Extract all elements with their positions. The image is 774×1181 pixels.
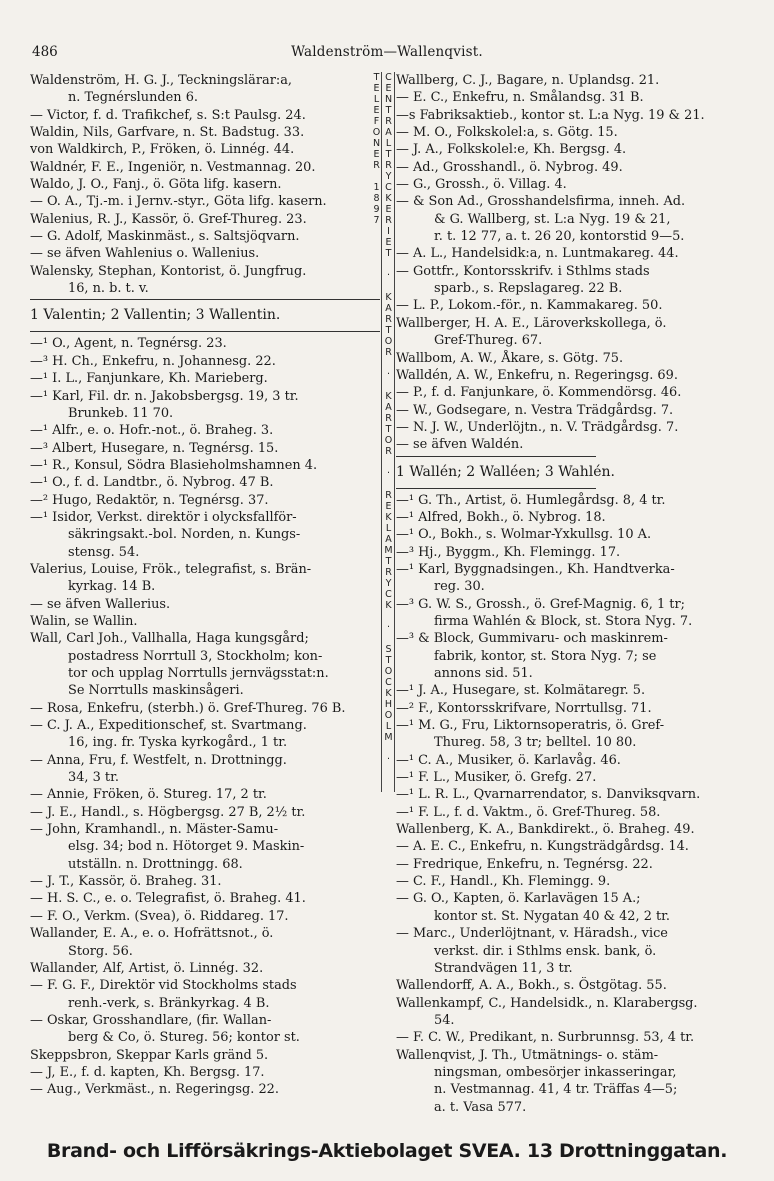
directory-entry-line: annons sid. 51. xyxy=(434,666,533,681)
directory-entry-line: —¹ Isidor, Verkst. direktör i olycksfallför- xyxy=(30,509,297,525)
directory-entry-line: verkst. dir. i Sthlms ensk. bank, ö. xyxy=(434,943,657,959)
directory-entry-line: —¹ M. G., Fru, Liktornsoperatris, ö. Gref- xyxy=(396,718,665,734)
directory-entry-line: — L. P., Lokom.-för., n. Kammakareg. 50. xyxy=(396,298,663,314)
directory-entry-line: reg. 30. xyxy=(434,579,485,595)
directory-entry-line: — Fredrique, Enkefru, n. Tegnérsg. 22. xyxy=(396,856,653,872)
directory-entry-line: —² F., Kontorsskrifvare, Norrtullsg. 71. xyxy=(396,700,652,716)
directory-entry-line: fabrik, kontor, st. Stora Nyg. 7; se xyxy=(434,648,657,664)
directory-entry-line: —¹ O., Bokh., s. Wolmar-Yxkullsg. 10 A. xyxy=(396,527,652,543)
directory-entry-line: Walensky, Stephan, Kontorist, ö. Jungfrug. xyxy=(30,263,307,279)
directory-entry-line: — H. S. C., e. o. Telegrafist, ö. Braheg. 41. xyxy=(30,891,306,907)
directory-entry-line: Waldnér, F. E., Ingeniör, n. Vestmannag. 20. xyxy=(30,159,316,175)
directory-entry-line: Valerius, Louise, Frök., telegrafist, s. Brän- xyxy=(30,561,312,577)
directory-entry-line: Wallander, Alf, Artist, ö. Linnég. 32. xyxy=(30,960,264,976)
directory-entry-line: — F. C. W., Predikant, n. Surbrunnsg. 53, 4 tr. xyxy=(396,1030,695,1046)
directory-entry-line: Wallenberg, K. A., Bankdirekt., ö. Braheg. 49. xyxy=(396,822,695,838)
directory-entry-line: — J, E., f. d. kapten, Kh. Bergsg. 17. xyxy=(30,1064,265,1080)
vertical-advert-band xyxy=(371,72,395,792)
directory-entry-line: Gref-Thureg. 67. xyxy=(434,333,543,349)
directory-entry-line: —¹ Alfr., e. o. Hofr.-not., ö. Braheg. 3. xyxy=(30,423,274,439)
directory-entry-line: — se äfven Wahlenius o. Wallenius. xyxy=(30,246,260,262)
directory-entry-line: — G. O., Kapten, ö. Karlavägen 15 A.; xyxy=(396,891,641,907)
directory-entry-line: — J. T., Kassör, ö. Braheg. 31. xyxy=(30,874,222,890)
directory-entry-line: Walenius, R. J., Kassör, ö. Gref-Thureg. 23. xyxy=(30,211,307,227)
page-title: Waldenström—Wallenqvist. xyxy=(291,44,483,60)
directory-entry-line: Waldenström, H. G. J., Teckningslärar:a, xyxy=(30,73,292,88)
directory-entry-line: 16, n. b. t. v. xyxy=(68,281,149,297)
directory-entry-line: Waldin, Nils, Garfvare, n. St. Badstug. 33. xyxy=(30,125,305,141)
directory-entry-line: — A. E. C., Enkefru, n. Kungsträdgårdsg. 14. xyxy=(396,839,689,855)
directory-entry-line: Storg. 56. xyxy=(68,943,133,959)
directory-entry-line: firma Wahlén & Block, st. Stora Nyg. 7. xyxy=(434,613,693,629)
page-header xyxy=(30,44,744,66)
directory-entry-line: —s Fabriksaktieb., kontor st. L:a Nyg. 19 & 21. xyxy=(396,107,705,123)
directory-entry-line: — E. C., Enkefru, n. Smålandsg. 31 B. xyxy=(396,90,644,106)
directory-entry-line: ningsman, ombesörjer inkasseringar, xyxy=(434,1064,677,1080)
directory-entry-line: 34, 3 tr. xyxy=(68,770,119,786)
directory-entry-line: — G., Grossh., ö. Villag. 4. xyxy=(396,177,567,193)
directory-entry-line: — John, Kramhandl., n. Mäster-Samu- xyxy=(30,822,279,838)
directory-entry-line: — F. G. F., Direktör vid Stockholms stads xyxy=(30,978,297,994)
left-column xyxy=(30,72,380,1099)
directory-entry-line: 16, ing. fr. Tyska kyrkogård., 1 tr. xyxy=(68,735,288,751)
directory-entry-line: Wallenqvist, J. Th., Utmätnings- o. stäm- xyxy=(396,1047,659,1063)
directory-entry-line: n. Vestmannag. 41, 4 tr. Träffas 4—5; xyxy=(434,1082,678,1098)
directory-entry-line: — Marc., Underlöjtnant, v. Häradsh., vice xyxy=(396,926,668,942)
directory-entry-line: —¹ I. L., Fanjunkare, Kh. Marieberg. xyxy=(30,371,268,387)
directory-entry-line: —³ & Block, Gummivaru- och maskinrem- xyxy=(396,631,668,647)
directory-entry-line: — Ad., Grosshandl., ö. Nybrog. 49. xyxy=(396,159,623,175)
section-rule xyxy=(396,456,596,457)
section-rule xyxy=(30,299,380,300)
footer-advertisement: Brand- och Lifförsäkrings-Aktiebolaget SVEA. 13 Drottninggatan. xyxy=(46,1140,728,1162)
section-rule xyxy=(30,331,380,332)
directory-entry-line: r. t. 12 77, a. t. 26 20, kontorstid 9—5. xyxy=(434,229,685,245)
page-number: 486 xyxy=(32,44,58,60)
directory-entry-line: Wallendorff, A. A., Bokh., s. Östgötag. 55. xyxy=(396,978,667,994)
directory-entry-line: — C. F., Handl., Kh. Flemingg. 9. xyxy=(396,874,611,890)
directory-entry-line: —¹ G. Th., Artist, ö. Humlegårdsg. 8, 4 tr. xyxy=(396,492,666,508)
directory-entry-line: — Annie, Fröken, ö. Stureg. 17, 2 tr. xyxy=(30,787,267,803)
directory-entry-line: Wallbom, A. W., Åkare, s. Götg. 75. xyxy=(396,350,624,366)
section-rule xyxy=(396,488,596,489)
directory-entry-line: utställn. n. Drottningg. 68. xyxy=(68,856,243,872)
directory-entry-line: kyrkag. 14 B. xyxy=(68,579,156,595)
directory-entry-line: Thureg. 58, 3 tr; belltel. 10 80. xyxy=(434,735,637,751)
directory-entry-line: Brunkeb. 11 70. xyxy=(68,405,174,421)
directory-entry-line: — O. A., Tj.-m. i Jernv.-styr., Göta lifg. kasern. xyxy=(30,194,327,210)
directory-entry-line: säkringsakt.-bol. Norden, n. Kungs- xyxy=(68,527,301,543)
directory-entry-line: Waldo, J. O., Fanj., ö. Göta lifg. kasern. xyxy=(30,177,282,193)
directory-entry-line: — se äfven Waldén. xyxy=(396,437,524,453)
directory-entry-line: — J. A., Folkskolel:e, Kh. Bergsg. 4. xyxy=(396,142,627,158)
directory-entry-line: Se Norrtulls maskinsågeri. xyxy=(68,683,244,699)
directory-entry-line: —¹ F. L., f. d. Vaktm., ö. Gref-Thureg. 58. xyxy=(396,804,661,820)
directory-entry-line: — J. E., Handl., s. Högbergsg. 27 B, 2½ tr. xyxy=(30,804,306,820)
directory-entry-line: —¹ O., Agent, n. Tegnérsg. 23. xyxy=(30,336,227,352)
directory-entry-line: renh.-verk, s. Bränkyrkag. 4 B. xyxy=(68,995,270,1011)
vertical-advert-text: CENTRALTRYCKERIET · KARTOR · KARTOR · REKLAMTRYCK · STOCKHOLM · TELEFONER 1897 xyxy=(371,72,394,765)
directory-entry-line: & G. Wallberg, st. L:a Nyg. 19 & 21, xyxy=(434,211,671,227)
directory-entry-line: — W., Godsegare, n. Vestra Trädgårdsg. 7. xyxy=(396,402,674,418)
directory-entry-line: von Waldkirch, P., Fröken, ö. Linnég. 44. xyxy=(30,142,295,158)
right-column xyxy=(396,72,752,1116)
directory-entry-line: a. t. Vasa 577. xyxy=(434,1099,527,1115)
directory-entry-line: —¹ Karl, Fil. dr. n. Jakobsbergsg. 19, 3 tr. xyxy=(30,388,299,404)
directory-entry-line: Wallberg, C. J., Bagare, n. Uplandsg. 21. xyxy=(396,73,660,88)
directory-entry-line: kontor st. St. Nygatan 40 & 42, 2 tr. xyxy=(434,908,671,924)
directory-entry-line: berg & Co, ö. Stureg. 56; kontor st. xyxy=(68,1030,300,1046)
directory-entry-line: — M. O., Folkskolel:a, s. Götg. 15. xyxy=(396,125,618,141)
directory-entry-line: Strandvägen 11, 3 tr. xyxy=(434,960,573,976)
directory-entry-line: —³ H. Ch., Enkefru, n. Johannesg. 22. xyxy=(30,353,276,369)
directory-entry-line: — Victor, f. d. Trafikchef, s. S:t Paulsg. 24. xyxy=(30,107,306,123)
directory-entry-line: —¹ C. A., Musiker, ö. Karlavåg. 46. xyxy=(396,752,621,768)
directory-entry-line: sparb., s. Repslagareg. 22 B. xyxy=(434,281,623,297)
directory-entry-line: — F. O., Verkm. (Svea), ö. Riddareg. 17. xyxy=(30,908,289,924)
directory-entry-line: —¹ J. A., Husegare, st. Kolmätaregr. 5. xyxy=(396,683,646,699)
directory-entry-line: — & Son Ad., Grosshandelsfirma, inneh. Ad. xyxy=(396,194,686,210)
directory-entry-line: —³ G. W. S., Grossh., ö. Gref-Magnig. 6, 1 tr; xyxy=(396,596,685,612)
directory-entry-line: — Oskar, Grosshandlare, (fir. Wallan- xyxy=(30,1012,272,1028)
directory-entry-line: —³ Hj., Byggm., Kh. Flemingg. 17. xyxy=(396,544,621,560)
directory-entry-line: — Aug., Verkmäst., n. Regeringsg. 22. xyxy=(30,1082,279,1098)
directory-entry-line: tor och upplag Norrtulls jernvägsstat:n. xyxy=(68,666,329,681)
directory-entry-line: —³ Albert, Husegare, n. Tegnérsg. 15. xyxy=(30,440,279,456)
directory-entry-line: Wallander, E. A., e. o. Hofrättsnot., ö. xyxy=(30,926,274,942)
directory-entry-line: Walldén, A. W., Enkefru, n. Regeringsg. 69. xyxy=(396,367,678,383)
directory-entry-line: Wallenkampf, C., Handelsidk., n. Klarabergsg. xyxy=(396,995,698,1011)
directory-entry-line: —¹ O., f. d. Landtbr., ö. Nybrog. 47 B. xyxy=(30,475,274,491)
directory-entry-line: — Anna, Fru, f. Westfelt, n. Drottningg. xyxy=(30,752,287,768)
directory-entry-line: —¹ Alfred, Bokh., ö. Nybrog. 18. xyxy=(396,509,606,525)
directory-entry-line: elsg. 34; bod n. Hötorget 9. Maskin- xyxy=(68,839,305,855)
directory-entry-line: —² Hugo, Redaktör, n. Tegnérsg. 37. xyxy=(30,492,269,508)
directory-entry-line: postadress Norrtull 3, Stockholm; kon- xyxy=(68,648,323,664)
directory-entry-line: —¹ F. L., Musiker, ö. Grefg. 27. xyxy=(396,770,597,786)
directory-entry-line: —¹ Karl, Byggnadsingen., Kh. Handtverka- xyxy=(396,561,675,577)
directory-entry-line: 54. xyxy=(434,1012,455,1028)
directory-entry-line: n. Tegnérslunden 6. xyxy=(68,90,198,106)
directory-entry-line: — Gottfr., Kontorsskrifv. i Sthlms stads xyxy=(396,263,650,279)
directory-entry-line: —¹ R., Konsul, Södra Blasieholmshamnen 4. xyxy=(30,457,318,473)
section-header: 1 Wallén; 2 Walléen; 3 Wahlén. xyxy=(396,463,616,480)
directory-entry-line: — P., f. d. Fanjunkare, ö. Kommendörsg. 46. xyxy=(396,385,682,401)
directory-entry-line: — N. J. W., Underlöjtn., n. V. Trädgårdsg. 7. xyxy=(396,419,679,435)
directory-entry-line: —¹ L. R. L., Qvarnarrendator, s. Danviksqvarn. xyxy=(396,787,701,803)
section-header: 1 Valentin; 2 Vallentin; 3 Wallentin. xyxy=(30,307,281,324)
directory-entry-line: — se äfven Wallerius. xyxy=(30,596,171,612)
directory-entry-line: Walin, se Wallin. xyxy=(30,613,138,629)
directory-entry-line: Skeppsbron, Skeppar Karls gränd 5. xyxy=(30,1047,269,1063)
directory-entry-line: stensg. 54. xyxy=(68,544,140,560)
directory-entry-line: Wall, Carl Joh., Vallhalla, Haga kungsgård; xyxy=(30,631,309,647)
directory-entry-line: Wallberger, H. A. E., Läroverkskollega, ö. xyxy=(396,315,667,331)
directory-entry-line: — C. J. A., Expeditionschef, st. Svartmang. xyxy=(30,718,307,734)
directory-entry-line: — A. L., Handelsidk:a, n. Luntmakareg. 44. xyxy=(396,246,679,262)
directory-entry-line: — Rosa, Enkefru, (sterbh.) ö. Gref-Thureg. 76 B. xyxy=(30,700,346,716)
directory-entry-line: — G. Adolf, Maskinmäst., s. Saltsjöqvarn. xyxy=(30,229,300,245)
